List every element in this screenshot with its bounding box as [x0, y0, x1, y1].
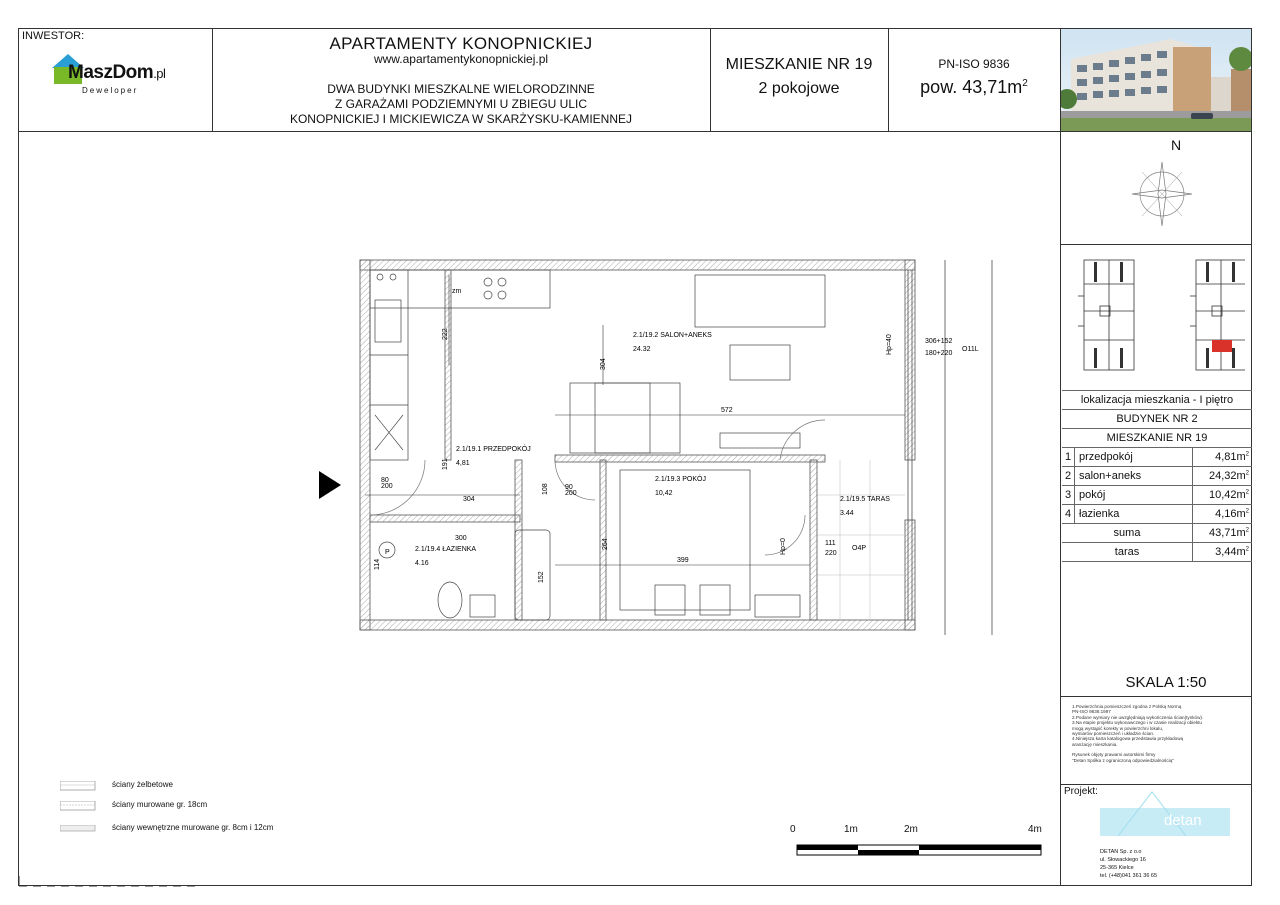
door-80: 80 [381, 477, 389, 484]
scale-tick-label: 2m [904, 824, 918, 835]
project-desc-3: KONOPNICKIEJ I MICKIEWICZA W SKARŻYSKU-KAMIENNEJ [289, 112, 633, 126]
building-render-image [1061, 29, 1251, 131]
wall-legend [60, 778, 360, 838]
room-area: $24,32m^2$ [1208, 470, 1249, 482]
legend-swatch-internal [60, 825, 96, 833]
dim-108: 108 [542, 483, 549, 495]
dim-111: 111 [825, 540, 836, 547]
logo-sub: Deweloper [82, 86, 139, 95]
window-dims-1: 306+152 [925, 338, 953, 345]
apartment-area [888, 77, 1060, 98]
location-title: lokalizacja mieszkania - I piętro [1062, 390, 1252, 410]
investor-label: INWESTOR: [22, 30, 85, 42]
legend-internal: ściany wewnętrzne murowane gr. 8cm i 12cm [112, 823, 274, 832]
terrace-label: taras [1062, 543, 1193, 561]
compass-north-label: N [1171, 137, 1182, 153]
room-row [1062, 467, 1252, 486]
pokoj-code: 2.1/19.3 POKÓJ [655, 476, 706, 483]
door-200b: 200 [565, 490, 577, 497]
compass-icon [1126, 158, 1198, 230]
window-tag: O11L [962, 346, 979, 353]
notes: 1.Powierzchnia pomieszczeń zgodna z Polską Normą PN-ISO 9836:1997 2.Podane wymiary nie uwzględniają wykończenia ścian(tynków). 3.Na etapie projektu wykonawczego i w czasie realizacji obiektu mogą wystąpić korekty w powierzchni lokalu, wymiarów pomieszczeń i układzie ścian. 4.Niniejsza karta katalogowa przedstawia przykładową aranżację mieszkania. Rysunek objęty prawami autorskimi firmy "Detan Spółka z ograniczoną odpowiedzialnością" [1072, 704, 1204, 763]
detan-logo [1100, 790, 1230, 838]
dim-114: 114 [374, 558, 381, 570]
room-name: łazienka [1075, 505, 1193, 523]
compass-bottom-line [1060, 244, 1252, 245]
apartment-number: MIESZKANIE NR 19 [725, 56, 873, 73]
project-url: www.apartamentykonopnickiej.pl [373, 52, 549, 66]
p-label: P [385, 549, 390, 556]
legend-brick: ściany murowane gr. 18cm [112, 800, 208, 809]
legend-concrete: ściany żelbetowe [112, 780, 173, 789]
sum-row [1062, 524, 1252, 543]
lazienka-code: 2.1/19.4 ŁAZIENKA [415, 546, 477, 553]
room-name: pokój [1075, 486, 1193, 504]
project-divider [1060, 784, 1252, 785]
dim-191: 191 [442, 458, 449, 470]
room-area: $4,81m^2$ [1215, 451, 1249, 463]
norm-label: PN-ISO 9836 [938, 57, 1010, 71]
dim-399: 399 [677, 557, 689, 564]
apartment-rooms: 2 pokojowe [758, 80, 840, 97]
legend-swatch-concrete [60, 781, 96, 791]
area-sup: 2 [1022, 78, 1028, 89]
taras-code: 2.1/19.5 TARAS [840, 496, 890, 503]
dim-152: 152 [538, 571, 545, 583]
room-name: przedpokój [1075, 448, 1193, 466]
taras-area: 3.44 [840, 510, 854, 517]
room-num: 3 [1062, 486, 1075, 504]
room-area: $4,16m^2$ [1215, 508, 1249, 520]
terrace-area: $3,44m^2$ [1215, 546, 1249, 558]
terrace-row [1062, 543, 1252, 562]
dim-220: 220 [825, 550, 837, 557]
project-title: APARTAMENTY KONOPNICKIEJ [329, 34, 593, 53]
sidebar-divider [1060, 28, 1061, 886]
building-label: BUDYNEK NR 2 [1062, 410, 1252, 429]
room-area: $10,42m^2$ [1208, 489, 1249, 501]
compass-top-line [1060, 131, 1252, 132]
scale-bar [790, 824, 1050, 864]
maszdom-logo [50, 52, 200, 102]
scale-underline [1060, 696, 1252, 697]
scale-label: SKALA 1:50 [1125, 674, 1207, 691]
door-90: 90 [565, 484, 573, 491]
floor-plan [355, 255, 1000, 640]
header-divider [18, 131, 1060, 132]
zm-label: zm [452, 288, 462, 295]
detan-logo-text: detan [1164, 812, 1202, 829]
room-row [1062, 486, 1252, 505]
sum-label: suma [1062, 524, 1193, 542]
dim-222: 222 [442, 328, 449, 340]
room-row [1062, 448, 1252, 467]
dim-300: 300 [455, 535, 467, 542]
lazienka-area: 4.16 [415, 560, 429, 567]
project-desc-1: DWA BUDYNKI MIESZKALNE WIELORODZINNE [327, 82, 595, 96]
room-name: salon+aneks [1075, 467, 1193, 485]
sum-area: $43,71m^2$ [1208, 527, 1249, 539]
salon-code: 2.1/19.2 SALON+ANEKS [633, 332, 712, 339]
door-tag: O4P [852, 545, 867, 552]
przedpokoj-area: 4,81 [456, 460, 470, 467]
logo-suffix: .pl [153, 66, 166, 81]
scale-tick-label: 0 [790, 824, 796, 835]
area-value: pow. 43,71m [920, 77, 1023, 97]
sheet-cut-marks [18, 876, 198, 888]
window-dims-2: 180+220 [925, 350, 953, 357]
door-200: 200 [381, 483, 393, 490]
room-num: 2 [1062, 467, 1075, 485]
project-label: Projekt: [1064, 786, 1098, 797]
entrance-arrow-icon [318, 470, 342, 500]
salon-area: 24.32 [633, 346, 651, 353]
przedpokoj-code: 2.1/19.1 PRZEDPOKÓJ [456, 446, 531, 453]
dim-hp0: Hp=0 [780, 538, 787, 555]
logo-text: MaszDom [68, 62, 154, 83]
dim-hp40: Hp=40 [886, 334, 893, 355]
apartment-highlight [1212, 340, 1232, 352]
room-row [1062, 505, 1252, 524]
dim-304-vertical: 304 [600, 358, 607, 370]
scale-tick-label: 1m [844, 824, 858, 835]
project-desc-2: Z GARAŻAMI PODZIEMNYMI U ZBIEGU ULIC [334, 97, 588, 111]
room-num: 1 [1062, 448, 1075, 466]
scale-tick-label: 4m [1028, 824, 1042, 835]
designer-address: DETAN Sp. z o.o ul. Słowackiego 16 25-365 Kielce tel. (+48)041 361 36 65 [1100, 849, 1158, 879]
dim-572: 572 [721, 407, 733, 414]
room-num: 4 [1062, 505, 1075, 523]
legend-swatch-brick [60, 801, 96, 811]
pokoj-area: 10,42 [655, 490, 673, 497]
dim-304: 304 [463, 496, 475, 503]
room-table [1062, 390, 1252, 562]
dim-264: 264 [602, 538, 609, 550]
location-mini-plans [1070, 256, 1245, 374]
apartment-label: MIESZKANIE NR 19 [1062, 429, 1252, 448]
